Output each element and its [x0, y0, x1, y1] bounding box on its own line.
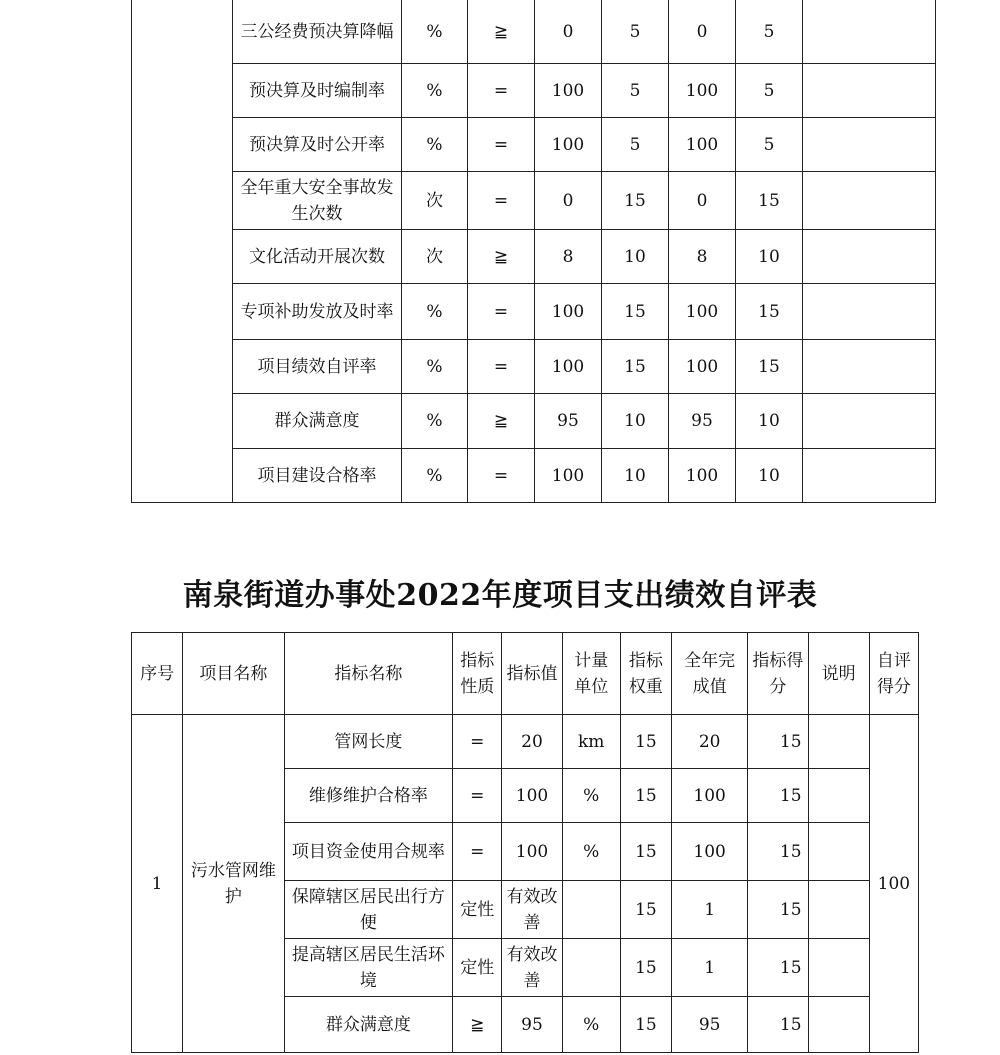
note-cell	[808, 881, 869, 939]
table-row	[132, 64, 936, 118]
indicator-name: 提高辖区居民生活环境	[284, 939, 453, 997]
score: 15	[748, 881, 808, 939]
indicator-name: 群众满意度	[233, 394, 402, 449]
score: 15	[748, 823, 808, 881]
project-index: 1	[132, 715, 183, 1053]
target-value: 0	[535, 0, 602, 64]
actual-value: 1	[672, 939, 748, 997]
weight: 15	[620, 997, 671, 1053]
weight: 15	[602, 172, 669, 230]
actual-value: 100	[672, 823, 748, 881]
indicator-value: 有效改善	[502, 939, 562, 997]
weight: 5	[602, 64, 669, 118]
table-row	[132, 394, 936, 449]
weight: 15	[620, 939, 671, 997]
actual-value: 95	[672, 997, 748, 1053]
unit: %	[562, 769, 620, 823]
unit: %	[562, 823, 620, 881]
indicator-value: 100	[502, 769, 562, 823]
table-row	[132, 340, 936, 394]
score: 15	[748, 939, 808, 997]
actual-value: 100	[669, 284, 736, 340]
note-cell	[803, 0, 936, 64]
target-value: 0	[535, 172, 602, 230]
header-self-score: 自评得分	[869, 633, 918, 715]
weight: 10	[602, 449, 669, 503]
table-row	[132, 230, 936, 284]
note-cell	[803, 284, 936, 340]
unit	[562, 881, 620, 939]
score: 15	[736, 284, 803, 340]
score: 15	[748, 769, 808, 823]
actual-value: 95	[669, 394, 736, 449]
header-index: 序号	[132, 633, 183, 715]
note-cell	[803, 118, 936, 172]
actual-value: 100	[669, 118, 736, 172]
score: 5	[736, 0, 803, 64]
header-actual: 全年完成值	[672, 633, 748, 715]
indicator-nature: =	[453, 769, 502, 823]
weight: 15	[620, 881, 671, 939]
unit: 次	[402, 172, 468, 230]
indicator-nature: ≧	[453, 997, 502, 1053]
weight: 15	[602, 340, 669, 394]
indicator-name: 专项补助发放及时率	[233, 284, 402, 340]
indicator-name: 项目绩效自评率	[233, 340, 402, 394]
target-value: 100	[535, 284, 602, 340]
note-cell	[808, 939, 869, 997]
indicator-value: 有效改善	[502, 881, 562, 939]
note-cell	[803, 64, 936, 118]
operator: ≧	[468, 394, 535, 449]
header-note: 说明	[808, 633, 869, 715]
header-weight: 指标权重	[620, 633, 671, 715]
actual-value: 100	[669, 449, 736, 503]
project-name: 污水管网维护	[183, 715, 284, 1053]
target-value: 95	[535, 394, 602, 449]
operator: =	[468, 449, 535, 503]
score: 15	[736, 340, 803, 394]
indicator-name: 预决算及时编制率	[233, 64, 402, 118]
target-value: 100	[535, 449, 602, 503]
note-cell	[803, 230, 936, 284]
header-row	[132, 633, 919, 715]
indicator-nature: =	[453, 715, 502, 769]
indicator-nature: =	[453, 823, 502, 881]
indicator-name: 项目建设合格率	[233, 449, 402, 503]
header-indicator-nature: 指标性质	[453, 633, 502, 715]
indicator-nature: 定性	[453, 939, 502, 997]
unit: km	[562, 715, 620, 769]
indicator-value: 20	[502, 715, 562, 769]
indicator-name: 保障辖区居民出行方便	[284, 881, 453, 939]
score: 15	[748, 715, 808, 769]
note-cell	[808, 715, 869, 769]
merged-project-cell	[132, 0, 233, 503]
unit: %	[402, 449, 468, 503]
score: 5	[736, 118, 803, 172]
self-evaluation-table	[131, 632, 919, 1053]
table-row	[132, 0, 936, 64]
indicator-name: 文化活动开展次数	[233, 230, 402, 284]
weight: 10	[602, 230, 669, 284]
operator: =	[468, 118, 535, 172]
operator: ≧	[468, 230, 535, 284]
table-row	[132, 172, 936, 230]
actual-value: 20	[672, 715, 748, 769]
note-cell	[803, 172, 936, 230]
unit: %	[402, 284, 468, 340]
table-row	[132, 715, 919, 769]
unit: 次	[402, 230, 468, 284]
indicator-name: 三公经费预决算降幅	[233, 0, 402, 64]
note-cell	[808, 823, 869, 881]
note-cell	[803, 394, 936, 449]
unit: %	[402, 0, 468, 64]
actual-value: 1	[672, 881, 748, 939]
unit	[562, 939, 620, 997]
unit: %	[562, 997, 620, 1053]
weight: 15	[620, 715, 671, 769]
actual-value: 0	[669, 0, 736, 64]
target-value: 100	[535, 340, 602, 394]
operator: ≧	[468, 0, 535, 64]
table-row	[132, 118, 936, 172]
table-row	[132, 284, 936, 340]
page-title: 南泉街道办事处2022年度项目支出绩效自评表	[182, 578, 818, 613]
table-row	[132, 449, 936, 503]
indicator-nature: 定性	[453, 881, 502, 939]
target-value: 100	[535, 118, 602, 172]
score: 15	[748, 997, 808, 1053]
score: 10	[736, 449, 803, 503]
continued-indicator-table	[131, 0, 936, 503]
operator: =	[468, 172, 535, 230]
note-cell	[808, 769, 869, 823]
header-score: 指标得分	[748, 633, 808, 715]
indicator-value: 100	[502, 823, 562, 881]
actual-value: 100	[672, 769, 748, 823]
unit: %	[402, 340, 468, 394]
weight: 5	[602, 118, 669, 172]
weight: 10	[602, 394, 669, 449]
actual-value: 0	[669, 172, 736, 230]
note-cell	[803, 449, 936, 503]
operator: =	[468, 284, 535, 340]
header-unit: 计量单位	[562, 633, 620, 715]
header-indicator-value: 指标值	[502, 633, 562, 715]
target-value: 100	[535, 64, 602, 118]
self-score: 100	[869, 715, 918, 1053]
indicator-value: 95	[502, 997, 562, 1053]
indicator-name: 维修维护合格率	[284, 769, 453, 823]
target-value: 8	[535, 230, 602, 284]
indicator-name: 群众满意度	[284, 997, 453, 1053]
unit: %	[402, 394, 468, 449]
unit: %	[402, 118, 468, 172]
weight: 15	[620, 769, 671, 823]
indicator-name: 预决算及时公开率	[233, 118, 402, 172]
note-cell	[808, 997, 869, 1053]
indicator-name: 项目资金使用合规率	[284, 823, 453, 881]
score: 10	[736, 230, 803, 284]
indicator-name: 全年重大安全事故发生次数	[233, 172, 402, 230]
actual-value: 8	[669, 230, 736, 284]
unit: %	[402, 64, 468, 118]
weight: 5	[602, 0, 669, 64]
operator: =	[468, 64, 535, 118]
indicator-name: 管网长度	[284, 715, 453, 769]
score: 10	[736, 394, 803, 449]
header-project-name: 项目名称	[183, 633, 284, 715]
note-cell	[803, 340, 936, 394]
operator: =	[468, 340, 535, 394]
weight: 15	[602, 284, 669, 340]
actual-value: 100	[669, 340, 736, 394]
score: 5	[736, 64, 803, 118]
weight: 15	[620, 823, 671, 881]
actual-value: 100	[669, 64, 736, 118]
header-indicator-name: 指标名称	[284, 633, 453, 715]
score: 15	[736, 172, 803, 230]
